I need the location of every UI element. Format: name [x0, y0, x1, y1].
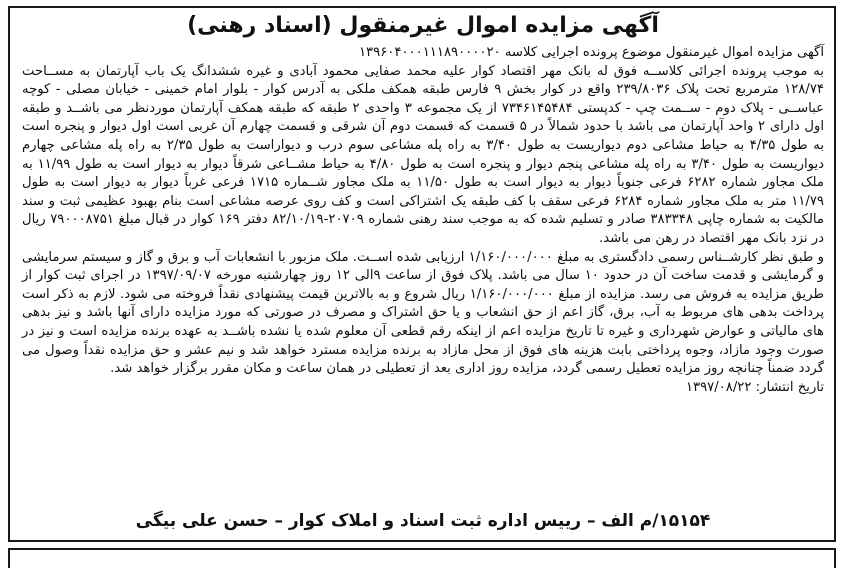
notice-auction-terms: و طبق نظر کارشــناس رسمی دادگستری به مبلغ ۱/۱۶۰/۰۰۰/۰۰۰ ارزیابی شده اســت. ملک مزبور با انشعابات آب و برق و گاز و سیستم سرمایشی و گرمایشی و قدمت ساخت آن در حدود ۱۰ سال می باشد. پلاک فوق از ساعت ۹الی ۱۲ روز چهارشنبه مورخه ۱۳۹۷/۰۹/۰۷ در اجرای ثبت کوار از طریق مزایده به فروش می رسد. مزایده از مبلغ ۱/۱۶۰/۰۰۰/۰۰۰ ریال شروع و به بالاترین قیمت پیشنهادی نقداً فروخته می شود. لازم به ذکر است پرداخت بدهی های مربوط به آب، برق، گاز اعم از حق انشعاب و یا حق اشتراک و مصرف در صورتی که مورد مزایده دارای آنها باشد و نیز بدهی های مالیاتی و عوارض شهرداری و غیره تا تاریخ مزایده اعم از اینکه رقم قطعی آن معلوم شده یا نشده باشــد به عهده برنده مزایده است و نیز در صورت وجود مازاد، وجوه پرداختی بابت هزینه های فوق از محل مازاد به برنده مزایده مسترد خواهد شد و نیم عشر و حق مزایده نقداً وصول می گردد ضمناً چنانچه روز مزایده تعطیل رسمی گردد، مزایده روز اداری بعد از تعطیلی در همان ساعت و مکان مقرر برگزار خواهد شد. — [22, 249, 825, 377]
notice-publication-date: تاریخ انتشار: ۱۳۹۷/۰۸/۲۲ — [685, 379, 824, 395]
next-notice-frame — [8, 548, 836, 568]
notice-signature: ۱۵۱۵۴/م الف – رییس اداره ثبت اسناد و املاک کوار – حسن علی بیگی — [135, 511, 711, 531]
notice-subject-line: آگهی مزایده اموال غیرمنقول موضوع پرونده اجرایی کلاسه ۱۳۹۶۰۴۰۰۰۱۱۱۸۹۰۰۰۰۲۰ — [358, 45, 824, 60]
notice-title: آگهی مزایده اموال غیرمنقول (اسناد رهنی) — [187, 13, 659, 38]
notice-property-description: به موجب پرونده اجرائی کلاســه فوق له بانک مهر اقتصاد کوار علیه محمد صفایی محمود آبادی و غیره ششدانگ یک باب آپارتمان به مســاحت ۱۲۸/۷۴ مترمربع تحت پلاک ۲۳۹/۸۰۳۶ واقع در کوار بخش ۹ فارس طبقه همکف ملکی به آدرس کوار - بلوار امام خمینی - خیابان مصلی - کوچه عباســی - پلاک دوم - ســمت چپ - کدپستی ۷۳۴۶۱۴۵۴۸۴ از یک مجموعه ۳ واحدی ۲ طبقه که طبقه همکف آپارتمان موردنظر می باشــد و طبقه اول دارای ۲ واحد آپارتمان می باشد با حدود شمالاً در ۵ قسمت که قسمت دوم آن شرقی و قسمت چهارم آن غربی است اول دیوار و پنجره است به طول ۴/۳۵ به حیاط مشاعی دوم دیواریست به طول ۳/۴۰ به راه پله مشاعی سوم درب و دیواراست به طول ۲/۳۵ به راه پله مشاعی چهارم دیواریست به طول ۳/۴۰ به راه پله مشاعی پنجم دیوار و پنجره است به طول ۴/۸۰ به حیاط مشــاعی شرقاً دیوار به دیوار است به طول ۱۱/۹۹ به ملک مجاور شماره ۶۲۸۲ فرعی جنوباً دیوار به دیوار است به طول ۱۱/۵۰ به ملک مجاور شــماره ۱۷۱۵ فرعی غرباً دیوار به دیوار است به طول ۱۱/۷۹ متر به ملک مجاور شماره ۶۲۸۴ فرعی سقف با کف طبقه یک اشتراکی است و کف روی عرصه مشاعی است بنام بهبود عظیمی ثبت و سند مالکیت به شماره چاپی ۳۸۳۳۴۸ صادر و تسلیم شده که به موجب سند رهنی شماره ۲۰۷۰۹-۸۲/۱۰/۱۹ دفتر ۱۶۹ کوار در قبال مبلغ ۷۹۰۰۰۸۷۵۱ ریال در نزد بانک مهر اقتصاد در رهن می باشد. — [22, 63, 825, 246]
notice-body — [22, 44, 824, 397]
